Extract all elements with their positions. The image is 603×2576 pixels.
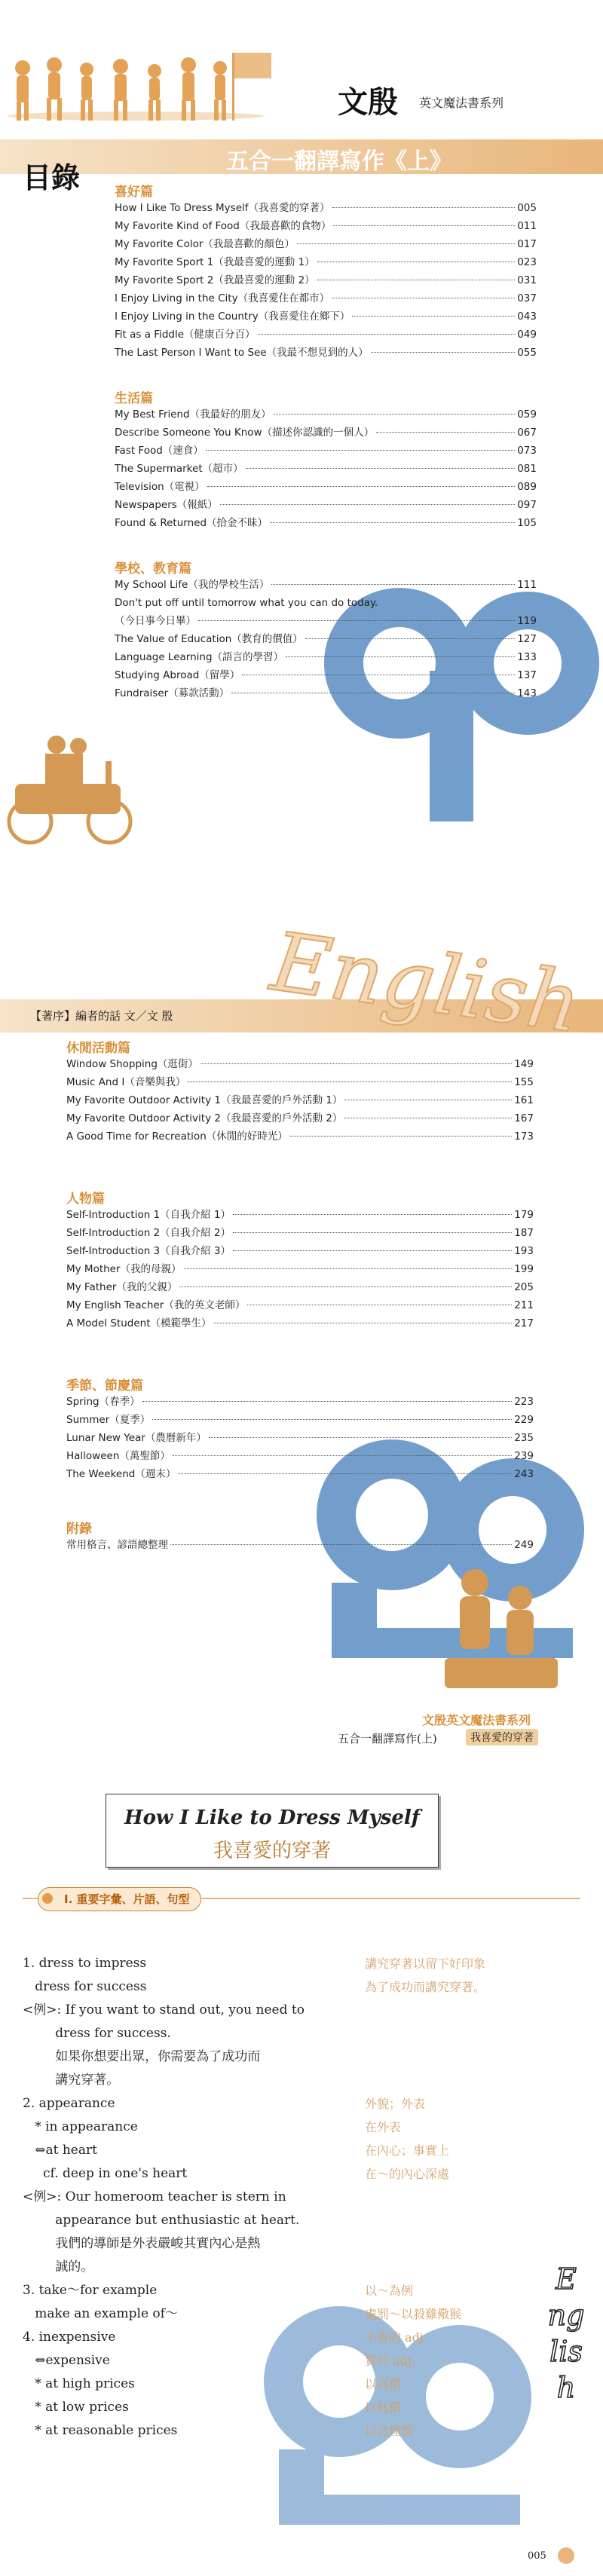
toc-entry-page: 205 [514,1281,534,1293]
toc-entry-title: The Last Person I Want to See（我最不想見到的人） [115,347,369,359]
toc-entry[interactable] [115,666,537,684]
toc-entry-title: My Favorite Sport 2（我最喜愛的運動 2） [115,274,315,286]
toc-entry[interactable] [66,1055,534,1073]
leader-dots [258,334,516,335]
toc-entry[interactable] [115,405,537,424]
translation-line [365,2186,531,2209]
leader-dots [332,207,516,208]
vocab-line: 1. dress to impress [23,1956,147,1971]
header-book: 五合一翻譯寫作(上) [338,1732,437,1745]
toc-entry-title: My English Teacher（我的英文老師） [66,1299,246,1311]
vocab-line: dress for success [23,1979,147,1994]
toc-entry[interactable] [115,496,537,514]
translation-line: 以～為例 [365,2284,414,2298]
toc-entry[interactable] [115,460,537,478]
toc-entry[interactable] [115,648,537,666]
translation-line [365,1999,531,2022]
toc-entry[interactable] [115,344,537,362]
leader-dots [173,1455,512,1456]
translation-line [365,2232,531,2256]
children-silhouette-illustration [8,38,279,128]
leader-dots [184,1268,513,1269]
toc-entry-title: Fundraiser（募款活動） [115,687,230,699]
leader-dots [286,656,515,657]
leader-dots [170,1544,512,1545]
toc-page-1 [0,0,603,859]
toc-entry[interactable] [66,1447,534,1465]
leader-dots [209,1437,512,1438]
vocab-line: * at low prices [23,2400,129,2415]
leader-dots [198,620,515,621]
toc-entry-page: 037 [517,292,537,304]
translation-line [365,2209,531,2232]
toc-entry[interactable] [115,424,537,442]
section-heading: 休閒活動篇 [66,1041,130,1056]
translation-line [365,2022,531,2045]
toc-entry-page: 081 [517,463,537,475]
toc-entry-title: Studying Abroad（留學） [115,669,240,681]
header-chapter: 我喜愛的穿著 [466,1729,538,1745]
content-page [0,1703,603,2576]
toc-entry-title: Self-Introduction 3（自我介紹 3） [66,1245,231,1257]
leader-dots [376,432,515,433]
toc-entry-page: 187 [514,1227,534,1239]
toc-entry-title: My Favorite Outdoor Activity 2（我最喜愛的戶外活動 2） [66,1112,343,1124]
toc-entry[interactable] [115,478,537,496]
toc-entry[interactable] [115,253,537,271]
toc-entry-page: 143 [517,687,537,699]
vocab-line: make an example of～ [23,2306,178,2321]
lesson-title-en: How I Like to Dress Myself [124,1807,420,1829]
toc-entry-title: Music And I（音樂與我） [66,1076,186,1088]
toc-entry[interactable] [115,235,537,253]
toc-entry-page: 055 [517,347,537,359]
toc-entry-page: 119 [517,615,537,627]
leader-dots [371,352,516,353]
toc-entry-title: The Value of Education（教育的價值） [115,633,303,645]
toc-entry[interactable] [115,594,537,612]
vocab-line: <例>: Our homeroom teacher is stern in [23,2189,286,2204]
toc-list-people [66,1206,534,1332]
toc-list-life [115,405,537,532]
preface-label: 【著序】編者的話 文／文 殷 [30,1009,173,1023]
toc-list-preferences [115,199,537,362]
toc-heading: 目錄 [23,161,81,194]
vocab-line: * at reasonable prices [23,2423,178,2438]
leader-dots [200,1063,512,1064]
translation-line: 以低價 [365,2400,402,2415]
page-number-badge [558,2547,574,2564]
leader-dots [270,522,515,523]
toc-entry-title: How I Like To Dress Myself（我喜愛的穿著） [115,202,330,214]
toc-entry-page: 235 [514,1432,534,1444]
translation-line [365,2069,531,2092]
toc-entry-title: My Favorite Outdoor Activity 1（我最喜愛的戶外活動 1） [66,1094,343,1106]
brand-name: 文殷 [338,84,398,120]
translation-line: 以合理價 [365,2424,414,2438]
toc-entry-page: 005 [517,202,537,214]
toc-entry-title: My Favorite Color（我最喜歡的顏色） [115,238,295,250]
lesson-title-box [106,1794,439,1868]
leader-dots [206,450,515,451]
section-heading: 生活篇 [115,391,153,406]
toc-list-school [115,576,537,702]
toc-entry-title: My Favorite Kind of Food（我最喜歡的食物） [115,220,332,232]
section-label: I. 重要字彙、片語、句型 [38,1887,201,1911]
toc-entry-page: 217 [514,1317,534,1329]
leader-dots [352,316,515,317]
toc-entry-page: 111 [517,579,537,591]
toc-entry-page: 173 [514,1130,534,1143]
lesson-title-zh: 我喜愛的穿著 [213,1840,331,1862]
toc-entry-title: Television（電視） [115,481,205,493]
toc-entry-page: 155 [514,1076,534,1088]
vocab-line: 2. appearance [23,2096,115,2111]
leader-dots [290,1136,512,1137]
toc-entry-title: 常用格言、諺語總整理 [66,1539,168,1551]
leader-dots [333,225,515,226]
leader-dots [207,486,516,487]
toc-entry-title: Describe Someone You Know（描述你認識的一個人） [115,427,375,439]
toc-entry[interactable] [115,271,537,289]
translation-line: 處罰～以殺雞儆猴 [365,2307,462,2321]
toc-entry-title: My School Life（我的學校生活） [115,579,270,591]
toc-entry[interactable] [66,1411,534,1429]
leader-dots [233,1232,512,1233]
page-number: 005 [528,2550,546,2562]
vocab-line: appearance but enthusiastic at heart. [23,2213,300,2228]
toc-entry-title: Newspapers（報紙） [115,499,218,511]
toc-entry-page: 067 [517,427,537,439]
toc-list-leisure [66,1055,534,1146]
leader-dots [274,414,516,415]
toc-entry[interactable] [66,1393,534,1411]
section-heading: 學校、教育篇 [115,561,191,577]
toc-entry-page: 073 [517,445,537,457]
leader-dots [246,468,516,469]
vocab-line: ⇔expensive [23,2353,110,2368]
vocab-line: dress for success. [23,2026,171,2041]
vocab-list [23,1952,347,2443]
translation-line: 在～的內心深處 [365,2167,450,2181]
toc-entry-page: 097 [517,499,537,511]
toc-entry[interactable] [115,630,537,648]
toc-entry-title: I Enjoy Living in the City（我喜愛住在都市） [115,292,330,304]
toc-entry-title: Summer（夏季） [66,1414,151,1426]
toc-entry-title: The Supermarket（超市） [115,463,243,475]
toc-entry-title: My Best Friend（我最好的朋友） [115,408,271,421]
toc-entry[interactable] [66,1242,534,1260]
translation-line: 講究穿著以留下好印象 [365,1956,486,1971]
leader-dots [297,243,515,244]
children-silhouette-illustration [422,1553,573,1696]
leader-dots [142,1401,513,1402]
toc-entry-page: 223 [514,1396,534,1408]
header-series: 文殷英文魔法書系列 [422,1713,531,1727]
toc-entry-title: Lunar New Year（農曆新年） [66,1432,207,1444]
translation-line: 不貴的 adj. [365,2330,427,2345]
toc-list-appendix [66,1536,534,1554]
toc-entry-title: The Weekend（週末） [66,1468,176,1480]
toc-entry-page: 017 [517,238,537,250]
toc-entry-page: 179 [514,1209,534,1221]
toc-entry[interactable] [115,612,537,630]
series-name: 英文魔法書系列 [419,96,504,110]
toc-entry[interactable] [66,1109,534,1127]
toc-entry[interactable] [66,1127,534,1146]
toc-entry-page: 199 [514,1263,534,1275]
section-heading: 附錄 [66,1522,92,1537]
toc-entry-page: 137 [517,669,537,681]
translation-line: 外貌；外表 [365,2097,426,2111]
toc-entry[interactable] [66,1073,534,1091]
translation-line: 為了成功而講究穿著。 [365,1980,486,1994]
english-decorative-word: English [265,915,586,1052]
toc-entry-title: Self-Introduction 2（自我介紹 2） [66,1227,231,1239]
translation-line: 在內心；事實上 [365,2143,450,2158]
toc-entry-title: My Favorite Sport 1（我最喜愛的運動 1） [115,256,315,268]
vocab-line: 如果你想要出眾，你需要為了成功而 [23,2049,261,2064]
toc-entry-title: （今日事今日畢） [115,615,196,627]
vocab-line: 4. inexpensive [23,2330,116,2345]
translation-line [365,2045,531,2069]
toc-entry-page: 161 [514,1094,534,1106]
toc-entry-title: Found & Returned（拾金不昧） [115,517,268,529]
toc-page-2 [0,859,603,1703]
toc-entry[interactable] [66,1429,534,1447]
toc-entry[interactable] [115,199,537,217]
vocab-line: <例>: If you want to stand out, you need to [23,2002,305,2018]
toc-entry-page: 011 [517,220,537,232]
leader-dots [152,1419,512,1420]
vocab-line: cf. deep in one's heart [23,2166,188,2181]
toc-entry-page: 239 [514,1450,534,1462]
book-title: 五合一翻譯寫作《上》 [226,148,452,175]
toc-entry-page: 193 [514,1245,534,1257]
toc-entry[interactable] [66,1314,534,1332]
leader-dots [233,1214,512,1215]
toc-entry-page: 243 [514,1468,534,1480]
toc-entry-page: 167 [514,1112,534,1124]
toc-entry-page: 127 [517,633,537,645]
translation-line: 在外表 [365,2120,402,2134]
toc-entry-page: 031 [517,274,537,286]
toc-list-seasons [66,1393,534,1483]
toc-entry-title: Don't put off until tomorrow what you can do today. [115,597,378,609]
toc-entry-title: Language Learning（語言的學習） [115,651,284,663]
toc-entry-page: 229 [514,1414,534,1426]
toc-entry-title: Halloween（萬聖節） [66,1450,170,1462]
translation-column [365,1952,531,2443]
toc-entry-title: Fast Food（速食） [115,445,204,457]
vocab-line: * at high prices [23,2376,135,2391]
car-illustration [0,724,151,852]
toc-entry[interactable] [66,1536,534,1554]
toc-entry-title: My Mother（我的母親） [66,1263,182,1275]
toc-entry[interactable] [115,217,537,235]
vocab-line: 3. take～for example [23,2283,158,2298]
english-vertical-decoration: English [547,2262,585,2404]
toc-entry-title: Window Shopping（逛街） [66,1058,198,1070]
toc-entry-page: 133 [517,651,537,663]
leader-dots [233,1250,512,1251]
leader-dots [179,1286,512,1287]
toc-entry[interactable] [115,326,537,344]
toc-entry[interactable] [115,514,537,532]
toc-entry-title: Fit as a Fiddle（健康百分百） [115,329,256,341]
toc-entry-page: 043 [517,311,537,323]
toc-entry-page: 211 [514,1299,534,1311]
toc-entry[interactable] [115,442,537,460]
toc-entry-page: 049 [517,329,537,341]
toc-entry-page: 089 [517,481,537,493]
toc-entry[interactable] [66,1465,534,1483]
leader-dots [178,1473,512,1474]
vocab-line: 講究穿著。 [23,2073,120,2088]
toc-entry-title: My Father（我的父親） [66,1281,178,1293]
toc-entry[interactable] [115,576,537,594]
toc-entry[interactable] [66,1296,534,1314]
translation-line: 以高價 [365,2377,402,2391]
toc-entry[interactable] [66,1260,534,1278]
toc-entry-title: A Model Student（模範學生） [66,1317,212,1329]
bullet-icon [42,1893,53,1904]
toc-entry[interactable] [115,289,537,307]
section-heading: 季節、節慶篇 [66,1378,143,1394]
toc-entry[interactable] [66,1206,534,1224]
leader-dots [220,504,515,505]
toc-entry-page: 023 [517,256,537,268]
toc-entry[interactable] [66,1278,534,1296]
toc-entry[interactable] [66,1224,534,1242]
translation-line: 貴的 adj. [365,2354,415,2368]
translation-line [365,2256,531,2279]
toc-entry-page: 149 [514,1058,534,1070]
leader-dots [305,638,515,639]
vocab-line: ⇔at heart [23,2143,97,2158]
toc-entry-title: I Enjoy Living in the Country（我喜愛住在鄉下） [115,311,350,323]
section-heading: 人物篇 [66,1192,105,1207]
toc-entry-page: 105 [517,517,537,529]
toc-entry-title: A Good Time for Recreation（休閒的好時光） [66,1130,288,1143]
toc-entry-title: Self-Introduction 1（自我介紹 1） [66,1209,231,1221]
toc-entry[interactable] [115,684,537,702]
leader-dots [188,1081,512,1082]
section-heading: 喜好篇 [115,185,153,200]
toc-entry-title: Spring（春季） [66,1396,140,1408]
vocab-line: 我們的導師是外表嚴峻其實內心是熱 [23,2236,261,2251]
toc-entry-page: 059 [517,408,537,421]
vocab-line: * in appearance [23,2119,138,2134]
vocab-line: 誠的。 [23,2259,94,2275]
toc-entry[interactable] [66,1091,534,1109]
toc-entry-page: 249 [514,1539,534,1551]
toc-entry[interactable] [115,307,537,326]
leader-dots [271,584,515,585]
